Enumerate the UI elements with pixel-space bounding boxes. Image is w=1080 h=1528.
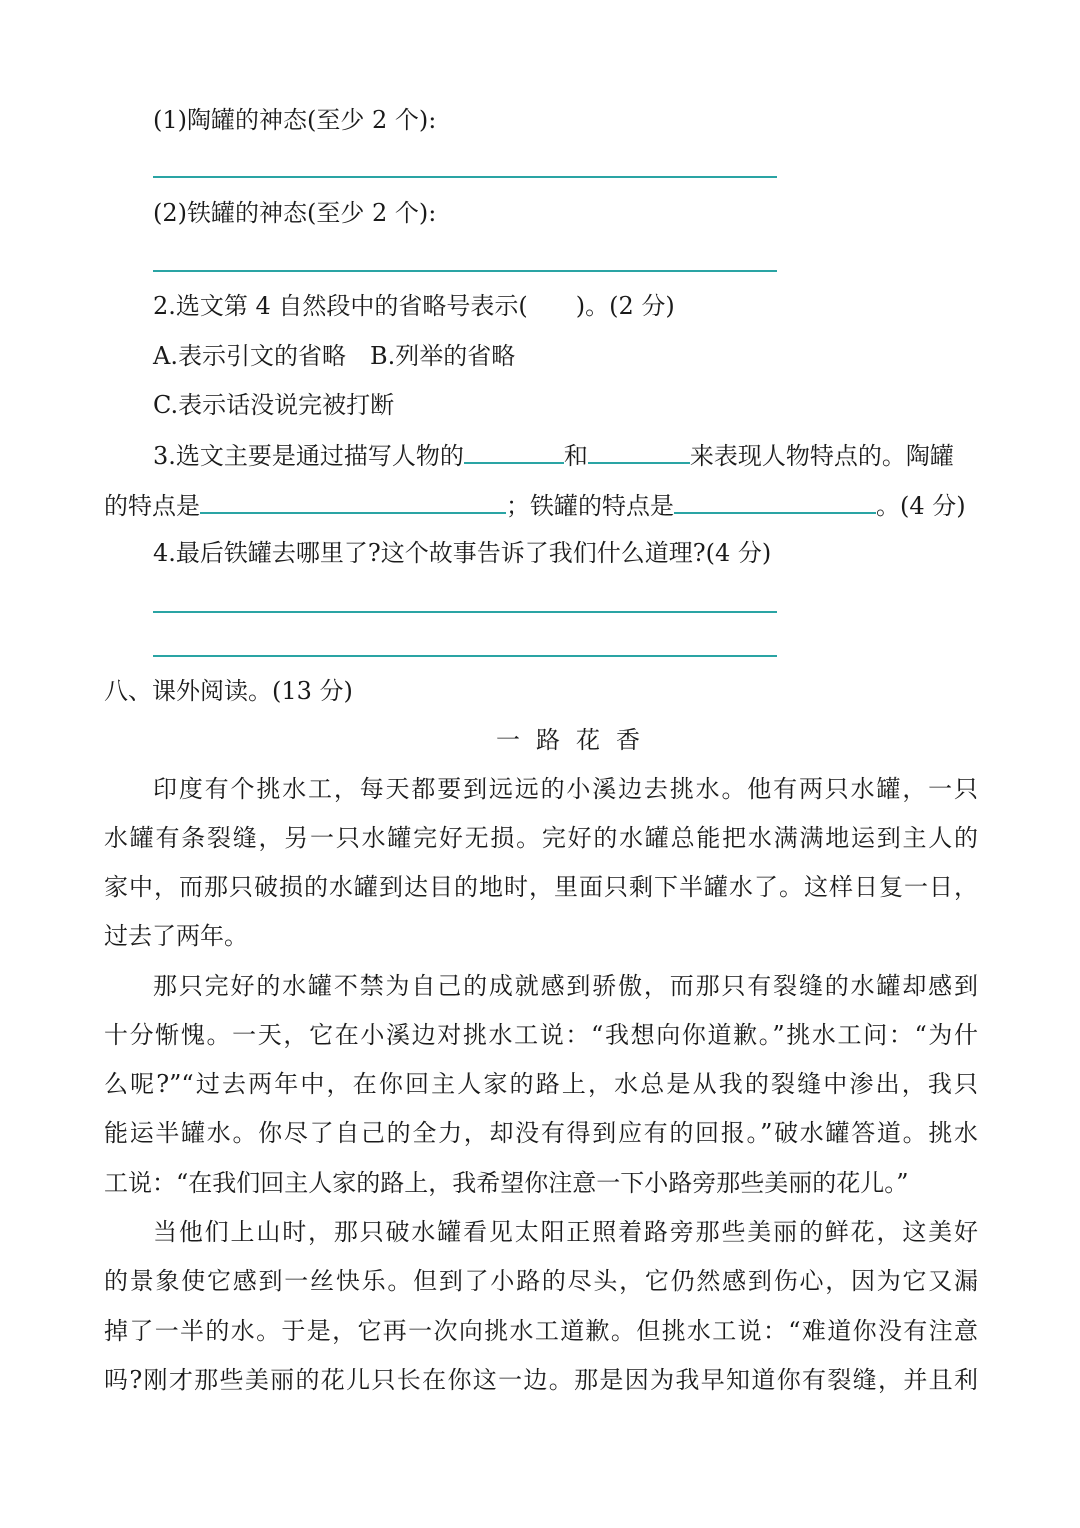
q3-text-part1: 3.选文主要是通过描写人物的 [153, 442, 464, 470]
p2-line3: 么呢?”“过去两年中，在你回主人家的路上，水总是从我的裂缝中渗出，我只 [104, 1070, 978, 1098]
p3-line1: 当他们上山时，那只破水罐看见太阳正照着路旁那些美丽的鲜花，这美好 [153, 1218, 978, 1246]
passage-title: 一路花香 [496, 726, 656, 754]
p2-line2: 十分惭愧。一天，它在小溪边对挑水工说：“我想向你道歉。”挑水工问：“为什 [104, 1021, 978, 1049]
q3-text-part5: ；铁罐的特点是 [506, 492, 674, 520]
q1-sub1-answer-line[interactable] [153, 176, 777, 178]
p2-line1: 那只完好的水罐不禁为自己的成就感到骄傲，而那只有裂缝的水罐却感到 [153, 972, 978, 1000]
p1-line2: 水罐有条裂缝，另一只水罐完好无损。完好的水罐总能把水满满地运到主人的 [104, 824, 978, 852]
q3-blank2[interactable] [588, 438, 690, 464]
q3-text-part4: 的特点是 [104, 492, 200, 520]
p3-line2: 的景象使它感到一丝快乐。但到了小路的尽头，它仍然感到伤心，因为它又漏 [104, 1267, 978, 1295]
q3-line2 [104, 488, 966, 520]
q3-line1 [153, 438, 954, 470]
section8-heading: 八、课外阅读。(13 分) [104, 677, 353, 705]
p1-line3: 家中，而那只破损的水罐到达目的地时，里面只剩下半罐水了。这样日复一日， [104, 873, 978, 901]
q3-blank3[interactable] [200, 488, 506, 514]
p2-line5: 工说：“在我们回主人家的路上，我希望你注意一下小路旁那些美丽的花儿。” [104, 1169, 909, 1197]
q1-sub1-prompt: (1)陶罐的神态(至少 2 个): [153, 106, 437, 134]
q3-blank4[interactable] [674, 488, 876, 514]
q2-option-ab: A.表示引文的省略 B.列举的省略 [153, 342, 516, 370]
p3-line4: 吗?刚才那些美丽的花儿只长在你这一边。那是因为我早知道你有裂缝，并且利 [104, 1366, 978, 1394]
q4-stem: 4.最后铁罐去哪里了?这个故事告诉了我们什么道理?(4 分) [153, 539, 772, 567]
q1-sub2-answer-line[interactable] [153, 270, 777, 272]
q4-answer-line-1[interactable] [153, 611, 777, 613]
q3-text-part3: 来表现人物特点的。陶罐 [689, 442, 954, 470]
q3-text-part2: 和 [563, 442, 588, 470]
q3-text-part6: 。(4 分) [876, 492, 966, 520]
p3-line3: 掉了一半的水。于是，它再一次向挑水工道歉。但挑水工说：“难道你没有注意 [104, 1317, 978, 1345]
p1-line1: 印度有个挑水工，每天都要到远远的小溪边去挑水。他有两只水罐，一只 [153, 775, 978, 803]
q2-option-c: C.表示话没说完被打断 [153, 391, 395, 419]
q2-stem: 2.选文第 4 自然段中的省略号表示( )。(2 分) [153, 292, 675, 320]
q4-answer-line-2[interactable] [153, 655, 777, 657]
q1-sub2-prompt: (2)铁罐的神态(至少 2 个): [153, 199, 437, 227]
p1-line4: 过去了两年。 [104, 922, 248, 950]
q3-blank1[interactable] [464, 438, 564, 464]
p2-line4: 能运半罐水。你尽了自己的全力，却没有得到应有的回报。”破水罐答道。挑水 [104, 1119, 978, 1147]
